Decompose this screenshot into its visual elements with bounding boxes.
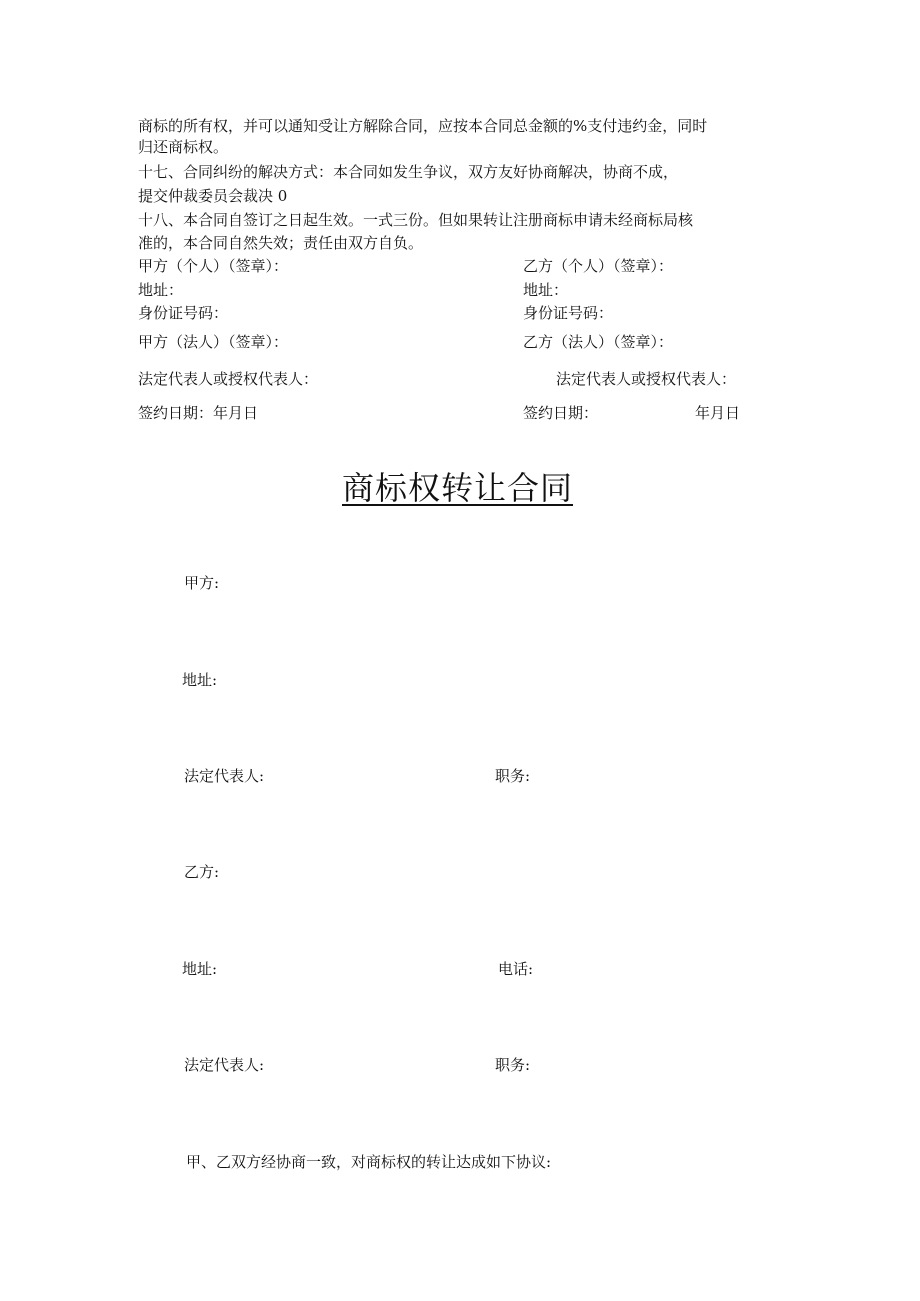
party-b-representative: 法定代表人或授权代表人：: [556, 370, 737, 388]
party-b-position-label: 职务:: [495, 1056, 531, 1074]
agreement-intro: 甲、乙双方经协商一致，对商标权的转让达成如下协议:: [186, 1153, 552, 1171]
party-a-position-label: 职务:: [495, 767, 531, 785]
clause-18-line-1: 十八、本合同自签订之日起生效。一式三份。但如果转让注册商标申请未经商标局核: [138, 211, 694, 229]
party-b-sign-date-label: 签约日期：: [523, 404, 599, 422]
clause-17-line-2: 提交仲裁委员会裁决 0: [138, 187, 288, 205]
party-a-representative: 法定代表人或授权代表人：: [138, 370, 319, 388]
clause-18-line-2: 准的，本合同自然失效；责任由双方自负。: [138, 234, 424, 252]
party-b-sign-date-value: 年月日: [695, 404, 741, 422]
clause-text-line-2: 归还商标权。: [138, 138, 229, 156]
party-b-legal-signature: 乙方（法人）（签章）：: [523, 333, 674, 351]
clause-text-line-1: 商标的所有权，并可以通知受让方解除合同，应按本合同总金额的%支付违约金，同时: [138, 117, 708, 135]
party-a-legal-signature: 甲方（法人）（签章）：: [138, 333, 289, 351]
party-b-address: 地址：: [523, 281, 569, 299]
clause-17-line-1: 十七、合同纠纷的解决方式：本合同如发生争议，双方友好协商解决，协商不成，: [138, 163, 679, 181]
party-b-label: 乙方:: [184, 863, 220, 881]
party-a-individual-signature: 甲方（个人）（签章）：: [138, 257, 289, 275]
party-a-address-label: 地址:: [182, 671, 218, 689]
party-b-legal-rep-label: 法定代表人:: [184, 1056, 265, 1074]
party-b-address-label: 地址:: [182, 960, 218, 978]
party-b-phone-label: 电话:: [498, 960, 534, 978]
party-a-address: 地址：: [138, 281, 184, 299]
contract-title: 商标权转让合同: [342, 469, 574, 507]
party-a-sign-date: 签约日期：年月日: [138, 404, 259, 422]
party-b-id-number: 身份证号码：: [523, 304, 614, 322]
party-b-individual-signature: 乙方（个人）（签章）：: [523, 257, 674, 275]
party-a-legal-rep-label: 法定代表人:: [184, 767, 265, 785]
party-a-id-number: 身份证号码：: [138, 304, 229, 322]
party-a-label: 甲方:: [184, 574, 220, 592]
